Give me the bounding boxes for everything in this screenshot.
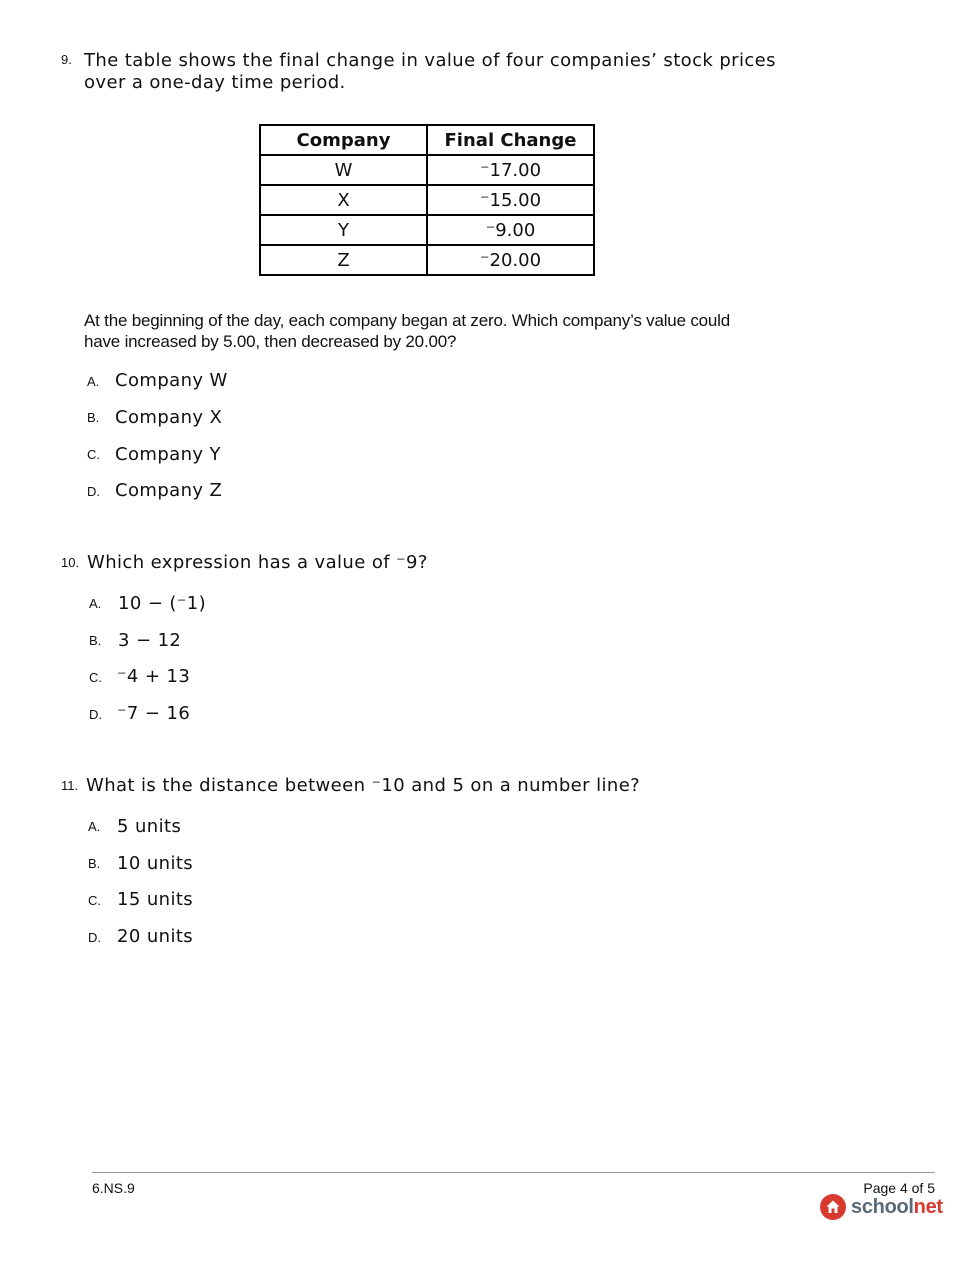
q10-option-b-letter: B.	[89, 633, 102, 648]
q10-option-c-letter: C.	[89, 670, 102, 685]
table-header-company: Company	[260, 125, 427, 155]
question-11-stem	[86, 775, 640, 797]
logo-net-text: net	[913, 1195, 943, 1218]
q9-option-c-letter: C.	[87, 447, 100, 462]
q9-option-b-letter: B.	[87, 410, 100, 425]
question-9-stem	[84, 50, 776, 94]
q9-option-a[interactable]: Company W	[115, 370, 228, 391]
q11-option-d-letter: D.	[88, 930, 101, 945]
q11-option-b[interactable]: 10 units	[117, 853, 194, 874]
house-icon	[820, 1194, 846, 1220]
question-11-number: 11.	[61, 778, 79, 793]
question-9-prompt-line-2: have increased by 5.00, then decreased by 20.00?	[84, 332, 457, 351]
q10-option-d-letter: D.	[89, 707, 102, 722]
q11-option-c[interactable]: 15 units	[117, 889, 194, 910]
question-9-number: 9.	[61, 52, 72, 67]
question-10-stem-text: Which expression has a value of ⁻9?	[87, 552, 428, 573]
question-9-prompt	[84, 310, 730, 352]
table-cell-company: X	[260, 185, 427, 215]
question-11-stem-text: What is the distance between ⁻10 and 5 on a number line?	[86, 775, 641, 796]
q10-option-b[interactable]: 3 − 12	[118, 630, 182, 651]
table-header-row	[260, 125, 594, 155]
question-9-stem-line-1: The table shows the final change in value of four companies’ stock prices	[84, 50, 776, 71]
table-row	[260, 155, 594, 185]
table-cell-change: ⁻15.00	[427, 185, 594, 215]
q9-option-d-letter: D.	[87, 484, 100, 499]
table-cell-change: ⁻17.00	[427, 155, 594, 185]
q10-option-d[interactable]: ⁻7 − 16	[117, 703, 191, 724]
q10-option-a-letter: A.	[89, 596, 102, 611]
footer-divider	[92, 1172, 935, 1173]
table-cell-company: W	[260, 155, 427, 185]
q9-option-b[interactable]: Company X	[115, 407, 223, 428]
question-10-stem	[87, 552, 428, 574]
question-10-number: 10.	[61, 555, 80, 570]
stock-change-table	[259, 124, 595, 276]
table-header-final-change: Final Change	[427, 125, 594, 155]
table-cell-company: Y	[260, 215, 427, 245]
schoolnet-logo	[820, 1194, 943, 1220]
logo-wordmark	[851, 1196, 943, 1219]
table-cell-change: ⁻20.00	[427, 245, 594, 275]
q11-option-a-letter: A.	[88, 819, 101, 834]
q10-option-a[interactable]: 10 − (⁻1)	[118, 593, 207, 614]
q10-option-c[interactable]: ⁻4 + 13	[117, 666, 191, 687]
table-cell-change: ⁻9.00	[427, 215, 594, 245]
q11-option-c-letter: C.	[88, 893, 101, 908]
table-row	[260, 185, 594, 215]
question-9-stem-line-2: over a one-day time period.	[84, 72, 346, 93]
footer-page-number: Page 4 of 5	[863, 1180, 935, 1196]
question-9-prompt-line-1: At the beginning of the day, each company began at zero. Which company’s value could	[84, 311, 730, 330]
q11-option-b-letter: B.	[88, 856, 101, 871]
q9-option-d[interactable]: Company Z	[115, 480, 223, 501]
table-cell-company: Z	[260, 245, 427, 275]
footer-standard: 6.NS.9	[92, 1180, 135, 1196]
logo-school-text: school	[851, 1195, 914, 1218]
q11-option-d[interactable]: 20 units	[117, 926, 194, 947]
q11-option-a[interactable]: 5 units	[117, 816, 182, 837]
table-row	[260, 215, 594, 245]
table-row	[260, 245, 594, 275]
q9-option-c[interactable]: Company Y	[115, 444, 221, 465]
q9-option-a-letter: A.	[87, 374, 100, 389]
